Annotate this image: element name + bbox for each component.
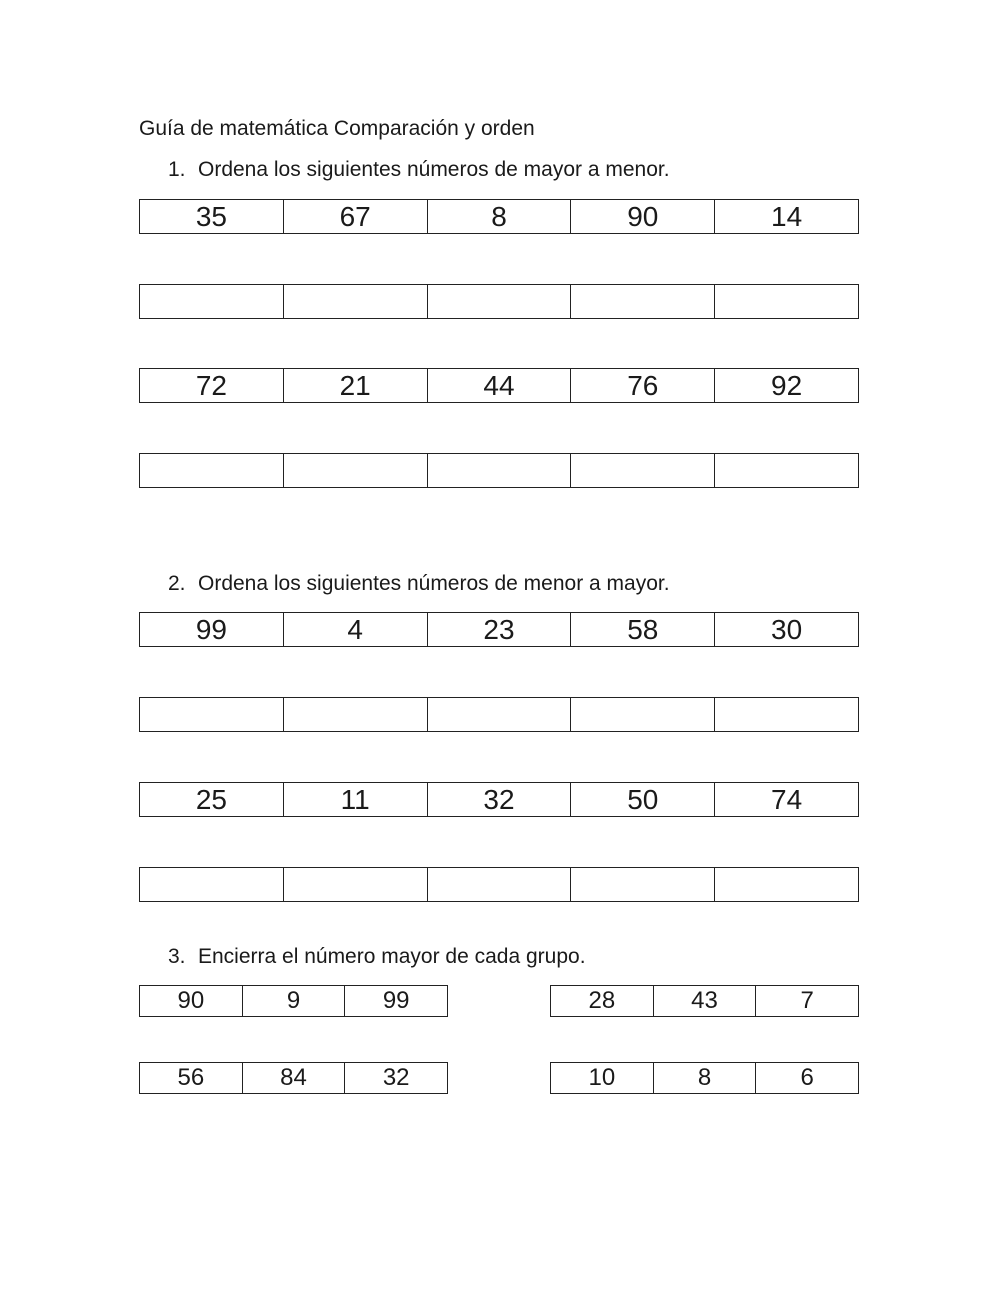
q1-answer-row-2 — [139, 453, 859, 488]
question-3 — [168, 944, 586, 970]
group-number-cell[interactable]: 8 — [653, 1063, 756, 1093]
answer-cell[interactable] — [570, 454, 714, 487]
number-cell: 99 — [195, 614, 227, 645]
q3-group-2 — [550, 985, 859, 1017]
worksheet-title: Guía de matemática Comparación y orden — [139, 117, 535, 140]
question-1 — [168, 157, 670, 183]
number-cell: 32 — [427, 783, 571, 816]
group-number-cell[interactable]: 90 — [177, 987, 205, 1014]
q2-answer-row-1 — [139, 697, 859, 732]
number-cell: 92 — [714, 369, 858, 402]
q1-answer-row-1 — [139, 284, 859, 319]
answer-cell[interactable] — [140, 454, 283, 487]
q2-numbers-row-2 — [139, 782, 859, 817]
q3-group-3 — [139, 1062, 448, 1094]
number-cell: 8 — [427, 200, 571, 233]
answer-cell[interactable] — [714, 698, 858, 731]
q2-numbers-row-1 — [139, 612, 859, 647]
question-1-text: Ordena los siguientes números de mayor a menor. — [198, 158, 670, 181]
number-cell: 74 — [714, 783, 858, 816]
number-cell: 25 — [195, 784, 227, 815]
answer-cell[interactable] — [283, 454, 427, 487]
q1-numbers-row-1 — [139, 199, 859, 234]
question-2-text: Ordena los siguientes números de menor a mayor. — [198, 572, 670, 595]
group-number-cell[interactable]: 6 — [755, 1063, 858, 1093]
number-cell: 14 — [714, 200, 858, 233]
group-number-cell[interactable]: 84 — [242, 1063, 345, 1093]
number-cell: 4 — [283, 613, 427, 646]
question-1-number: 1. — [168, 158, 186, 181]
q1-numbers-row-2 — [139, 368, 859, 403]
group-number-cell[interactable]: 28 — [588, 987, 616, 1014]
q2-answer-row-2 — [139, 867, 859, 902]
group-number-cell[interactable]: 32 — [344, 1063, 447, 1093]
number-cell: 58 — [570, 613, 714, 646]
number-cell: 76 — [570, 369, 714, 402]
q3-group-1 — [139, 985, 448, 1017]
answer-cell[interactable] — [714, 454, 858, 487]
answer-cell[interactable] — [140, 285, 283, 318]
number-cell: 44 — [427, 369, 571, 402]
answer-cell[interactable] — [427, 454, 571, 487]
answer-cell[interactable] — [140, 698, 283, 731]
answer-cell[interactable] — [283, 285, 427, 318]
number-cell: 30 — [714, 613, 858, 646]
answer-cell[interactable] — [427, 868, 571, 901]
answer-cell[interactable] — [283, 698, 427, 731]
number-cell: 23 — [427, 613, 571, 646]
answer-cell[interactable] — [283, 868, 427, 901]
number-cell: 72 — [195, 370, 227, 401]
question-3-text: Encierra el número mayor de cada grupo. — [198, 945, 586, 968]
answer-cell[interactable] — [140, 868, 283, 901]
number-cell: 50 — [570, 783, 714, 816]
answer-cell[interactable] — [427, 285, 571, 318]
group-number-cell[interactable]: 99 — [344, 986, 447, 1016]
answer-cell[interactable] — [570, 285, 714, 318]
group-number-cell[interactable]: 9 — [242, 986, 345, 1016]
answer-cell[interactable] — [427, 698, 571, 731]
group-number-cell[interactable]: 43 — [653, 986, 756, 1016]
question-2-number: 2. — [168, 572, 186, 595]
question-2 — [168, 571, 670, 597]
number-cell: 67 — [283, 200, 427, 233]
number-cell: 90 — [570, 200, 714, 233]
number-cell: 11 — [283, 783, 427, 816]
number-cell: 35 — [195, 201, 227, 232]
group-number-cell[interactable]: 56 — [177, 1064, 205, 1091]
answer-cell[interactable] — [570, 698, 714, 731]
group-number-cell[interactable]: 10 — [588, 1064, 616, 1091]
number-cell: 21 — [283, 369, 427, 402]
answer-cell[interactable] — [714, 868, 858, 901]
q3-group-4 — [550, 1062, 859, 1094]
question-3-number: 3. — [168, 945, 186, 968]
group-number-cell[interactable]: 7 — [755, 986, 858, 1016]
answer-cell[interactable] — [714, 285, 858, 318]
answer-cell[interactable] — [570, 868, 714, 901]
